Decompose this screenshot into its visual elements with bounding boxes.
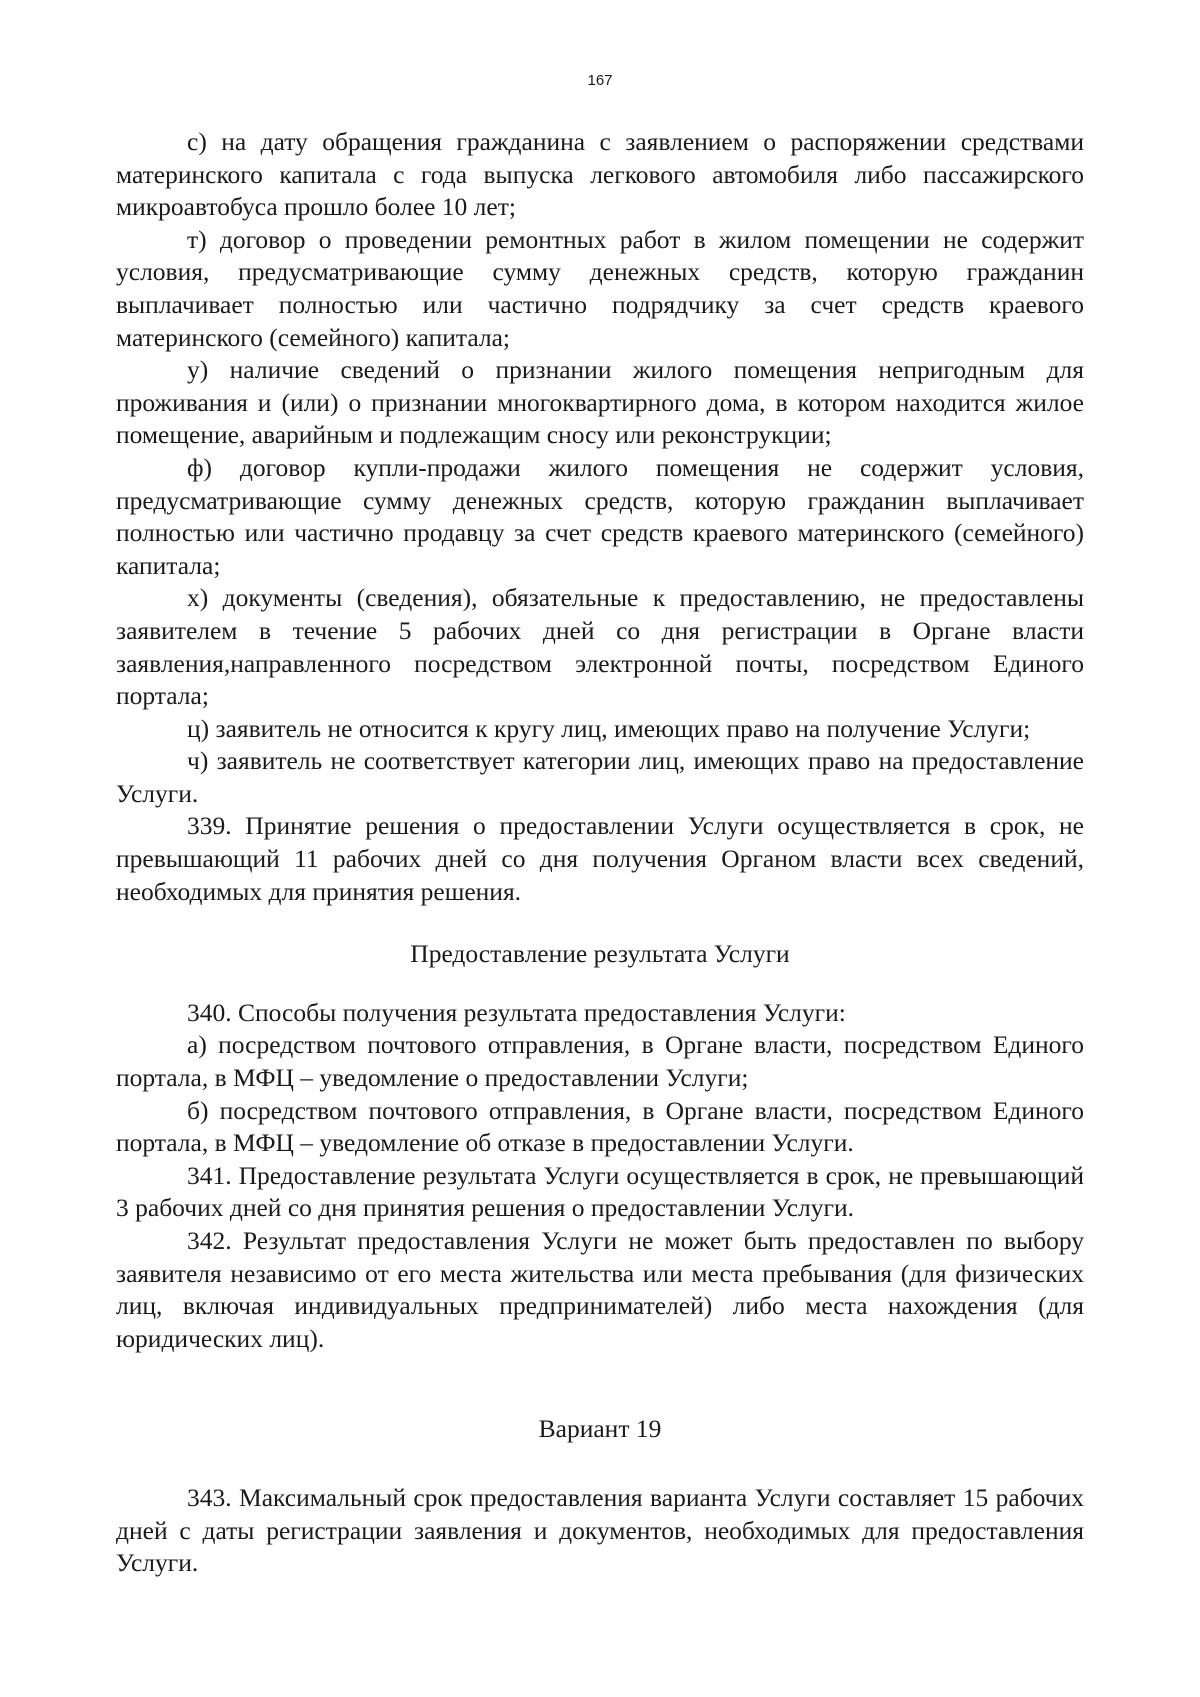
paragraph-item-s: с) на дату обращения гражданина с заявлением о распоряжении средствами материнского капитала с года выпуска легкового автомобиля либо пассажирского микроавтобуса прошло более 10 лет; [116,127,1084,222]
paragraph-item-h: х) документы (сведения), обязательные к предоставлению, не предоставлены заявителем в течение 5 рабочих дней со дня регистрации в Органе власти заявления,направленного посредством электронной почты, посредством Единого портала; [116,583,1084,711]
paragraph-340-a: а) посредством почтового отправления, в Органе власти, посредством Единого портала, в МФЦ – уведомление о предоставлении Услуги; [116,1030,1084,1093]
paragraph-342: 342. Результат предоставления Услуги не может быть предоставлен по выбору заявителя независимо от его места жительства или места пребывания (для физических лиц, включая индивидуальных предпринимателей) либо места нахождения (для юридических лиц). [116,1226,1084,1353]
paragraph-340: 340. Способы получения результата предоставления Услуги: [187,997,846,1027]
paragraph-340-b: б) посредством почтового отправления, в Органе власти, посредством Единого портала, в МФЦ – уведомление об отказе в предоставлении Услуги. [116,1095,1084,1158]
section-heading-variant: Вариант 19 [538,1414,662,1444]
paragraph-item-u: у) наличие сведений о признании жилого помещения непригодным для проживания и (или) о признании многоквартирного дома, в котором находится жилое помещение, аварийным и подлежащим сносу или реконструкции; [116,355,1084,450]
paragraph-item-f: ф) договор купли-продажи жилого помещения не содержит условия, предусматривающие сумму денежных средств, которую гражданин выплачивает полностью или частично продавцу за счет средств краевого материнского (семейного) капитала; [116,452,1084,580]
paragraph-339: 339. Принятие решения о предоставлении Услуги осуществляется в срок, не превышающий 11 рабочих дней со дня получения Органом власти всех сведений, необходимых для принятия решения. [116,811,1084,906]
page-content [116,126,1084,1580]
page-number: 167 [587,72,613,89]
paragraph-343: 343. Максимальный срок предоставления варианта Услуги составляет 15 рабочих дней с даты регистрации заявления и документов, необходимых для предоставления Услуги. [116,1482,1084,1578]
paragraph-item-ts: ц) заявитель не относится к кругу лиц, имеющих право на получение Услуги; [187,713,1031,743]
paragraph-item-t: т) договор о проведении ремонтных работ в жилом помещении не содержит условия, предусматривающие сумму денежных средств, которую гражданин выплачивает полностью или частично подрядчику за счет средств краевого материнского (семейного) капитала; [116,224,1084,352]
section-heading-result: Предоставление результата Услуги [410,939,790,969]
paragraph-item-ch: ч) заявитель не соответствует категории лиц, имеющих право на предоставление Услуги. [116,746,1084,808]
paragraph-341: 341. Предоставление результата Услуги осуществляется в срок, не превышающий 3 рабочих дней со дня принятия решения о предоставлении Услуги. [116,1160,1084,1223]
